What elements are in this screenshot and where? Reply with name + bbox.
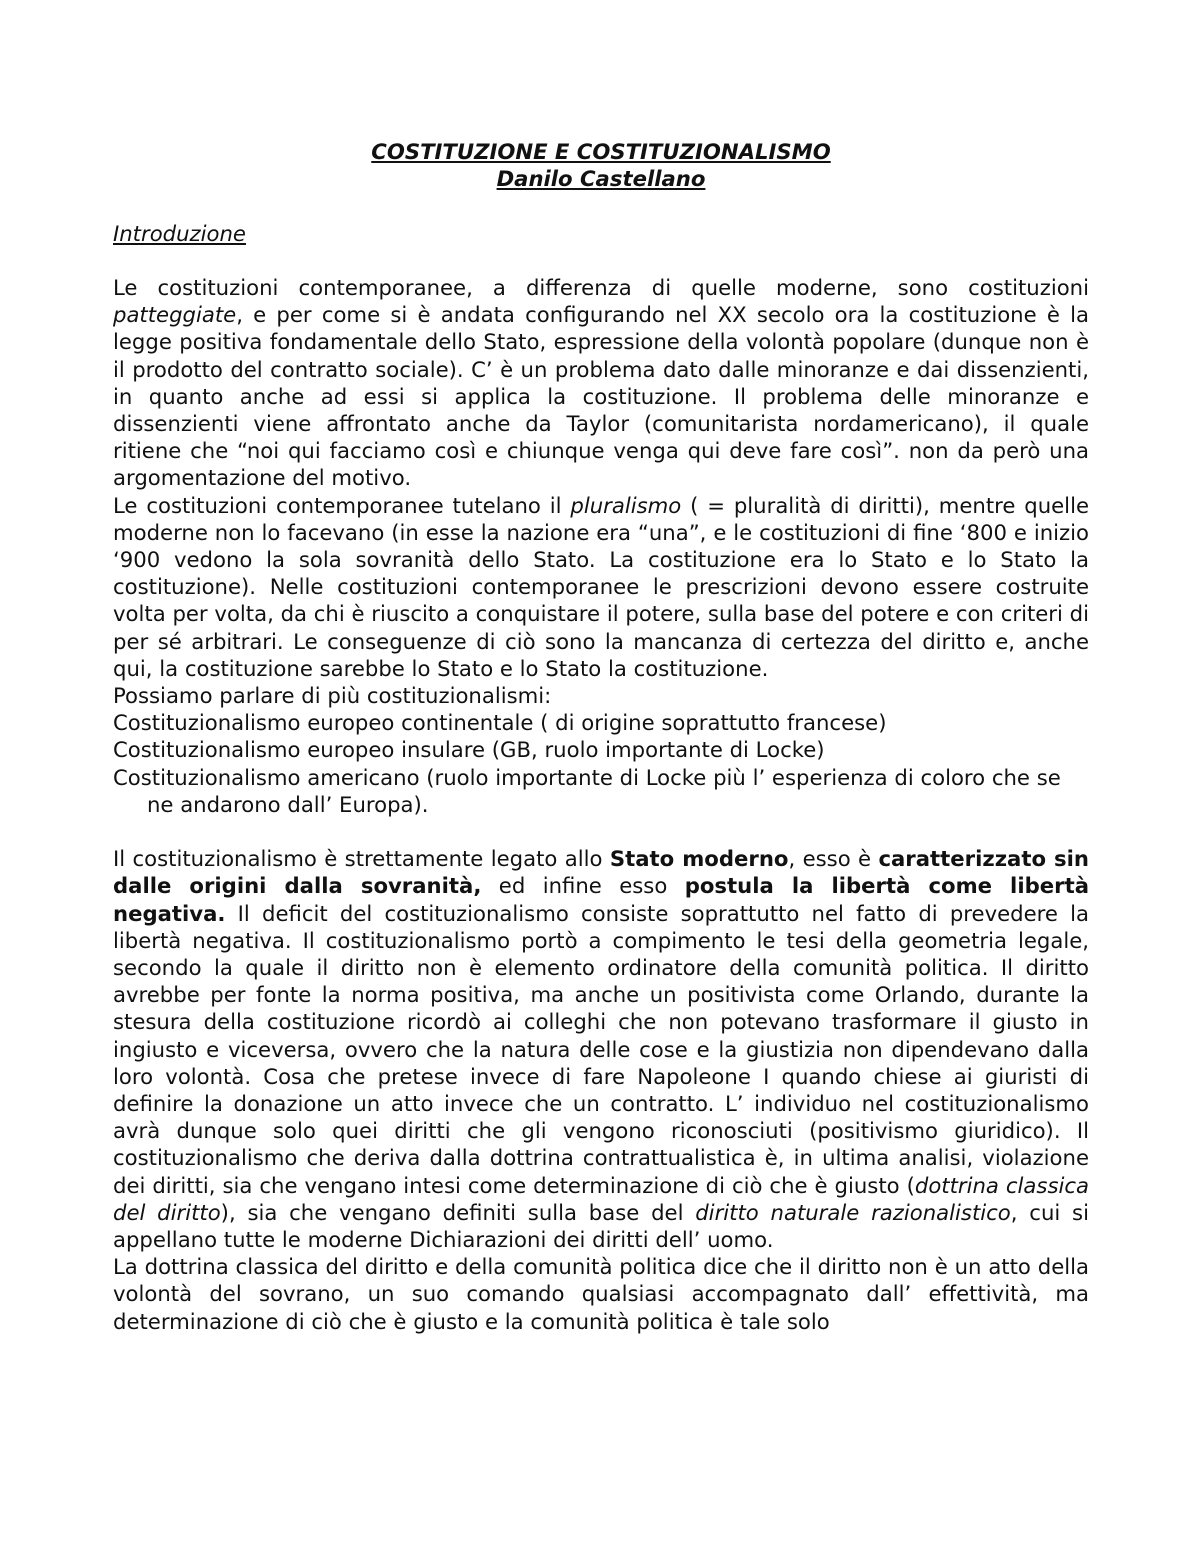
paragraph-dottrina-classica: La dottrina classica del diritto e della comunità politica dice che il diritto non è un atto della volontà del sovrano, un suo comando qualsiasi accompagnato dall’ effettività, ma determinazione di ciò che è giusto e la comunità politica è tale solo — [113, 1254, 1089, 1334]
document-author: Danilo Castellano — [496, 166, 706, 192]
document-page — [113, 138, 1089, 1335]
paragraph-text: , esso è — [788, 846, 879, 872]
paragraph-text: , e per come si è andata configurando nel XX secolo ora la costituzione è la legge positiva fondamentale dello Stato, espressione della volontà popolare (dunque non è il prodotto del contratto sociale). C’ è un problema dato dalle minoranze e dai dissenzienti, in quanto anche ad essi si applica la costituzione. Il problema delle minoranze e dissenzienti viene affrontato anche da Taylor (comunitarista nordamericano), il quale ritiene che “noi qui facciamo così e chiunque venga qui deve fare così”. non da però una argomentazione del motivo. — [113, 302, 1089, 491]
section-heading-introduzione: Introduzione — [113, 220, 246, 246]
bold-stato-moderno: Stato moderno — [609, 846, 789, 872]
paragraph-text: ed infine esso — [481, 873, 685, 899]
list-item: Costituzionalismo europeo continentale ( di origine soprattutto francese) — [113, 710, 887, 736]
paragraph-costituzioni-contemporanee — [113, 274, 1089, 492]
paragraph-text: Il deficit del costituzionalismo consiste soprattutto nel fatto di prevedere la libertà negativa. Il costituzionalismo portò a compimento le tesi della geometria legale, secondo la quale il diritto non è elemento ordinatore della comunità politica. Il diritto avrebbe per fonte la norma positiva, ma anche un positivista come Orlando, durante la stesura della costituzione ricordò ai colleghi che non potevano trasformare il giusto in ingiusto e viceversa, ovvero che la natura delle cose e la giustizia non dipendevano dalla loro volontà. Cosa che pretese invece di fare Napoleone I quando chiese ai giuristi di definire la donazione un atto invece che un contratto. L’ individuo nel costituzionalismo avrà dunque solo quei diritti che gli vengono riconosciuti (positivismo giuridico). Il costituzionalismo che deriva dalla dottrina contrattualistica è, in ultima analisi, violazione dei diritti, sia che vengano intesi come determinazione di ciò che è giusto ( — [113, 900, 1089, 1198]
list-item: Costituzionalismo europeo insulare (GB, ruolo importante di Locke) — [113, 737, 825, 763]
bold-liberta-negativa: postula la libertà come libertà negativa. — [113, 873, 1089, 926]
emphasis-patteggiate: patteggiate — [113, 302, 237, 328]
paragraph-costituzionalismo — [113, 845, 1089, 1253]
list-item: Costituzionalismo americano (ruolo importante di Locke più l’ esperienza di coloro che se ne andarono dall’ Europa). — [113, 764, 1061, 817]
paragraph-text: Le costituzioni contemporanee, a differenza di quelle moderne, sono costituzioni — [113, 274, 1089, 300]
paragraph-text: Le costituzioni contemporanee tutelano il — [113, 492, 571, 518]
emphasis-pluralismo: pluralismo — [570, 492, 682, 518]
emphasis-dottrina-classica: dottrina classica del diritto — [113, 1172, 1090, 1225]
paragraph-text: , cui si appellano tutte le moderne Dichiarazioni dei diritti dell’ uomo. — [113, 1199, 1089, 1253]
list-intro: Possiamo parlare di più costituzionalismi: — [113, 683, 552, 709]
spacer — [113, 247, 1089, 274]
paragraph-pluralismo — [113, 492, 1089, 682]
spacer — [113, 192, 1089, 219]
paragraph-text: Il costituzionalismo è strettamente legato allo — [113, 846, 610, 872]
spacer — [113, 818, 1089, 845]
emphasis-diritto-naturale: diritto naturale razionalistico — [695, 1199, 1011, 1225]
paragraph-text: ( = pluralità di diritti), mentre quelle moderne non lo facevano (in esse la nazione era “una”, e le costituzioni di fine ‘800 e inizio ‘900 vedono la sola sovranità dello Stato. La costituzione era lo Stato e lo Stato la costituzione). Nelle costituzioni contemporanee le prescrizioni devono essere costruite volta per volta, da chi è riuscito a conquistare il potere, sulla base del potere e con criteri di per sé arbitrari. Le conseguenze di ciò sono la mancanza di certezza del diritto e, anche qui, la costituzione sarebbe lo Stato e lo Stato la costituzione. — [113, 492, 1089, 681]
document-title: COSTITUZIONE E COSTITUZIONALISMO — [371, 139, 831, 164]
bold-sovranita: caratterizzato sin dalle origini dalla sovranità, — [113, 846, 1089, 899]
paragraph-text: ), sia che vengano definiti sulla base del — [220, 1199, 696, 1225]
